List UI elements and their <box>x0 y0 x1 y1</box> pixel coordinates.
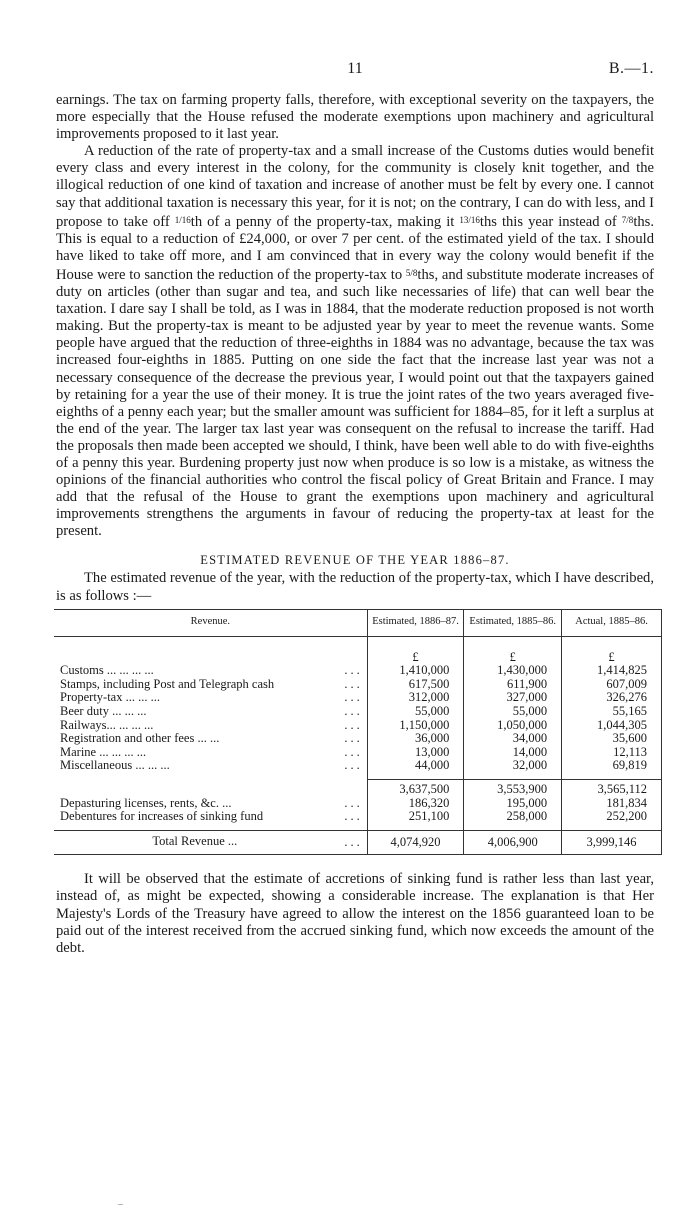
fraction-five-eighths: 5/8 <box>405 267 418 278</box>
table-row <box>54 705 662 719</box>
value-actual-1885-86: 35,600 <box>562 732 662 746</box>
row-label: Registration and other fees ... ... <box>60 731 220 746</box>
header-estimated-1885-86: Estimated, 1885–86. <box>464 609 562 636</box>
value-est-1886-87: 36,000 <box>367 732 464 746</box>
row-label: Debentures for increases of sinking fund <box>60 809 264 824</box>
header-actual-1885-86: Actual, 1885–86. <box>562 609 662 636</box>
subtotal-actual-1885-86: 3,565,112 <box>562 779 662 796</box>
value-est-1885-86: 34,000 <box>464 732 562 746</box>
section-title: ESTIMATED REVENUE OF THE YEAR 1886–87. <box>200 553 510 568</box>
value-actual-1885-86: 252,200 <box>562 810 662 824</box>
document-reference: B.—1. <box>608 60 654 77</box>
paragraph-text: A reduction of the rate of property-tax and a small increase of the Customs duties would benefit every class and every interest in the colony, for the community is closely knit together, and the illogical reduction of one kind of taxation and increase of another must be felt by every one. I cannot say that additional taxation is necessary this year, for it is not; on the contrary, I can do with less, and I propose to take off <box>56 143 654 230</box>
leader-dots: ... <box>344 744 363 759</box>
leader-dots: ... <box>344 676 363 691</box>
revenue-table <box>54 609 662 856</box>
value-est-1886-87: 13,000 <box>367 746 464 760</box>
subtotal-est-1886-87: 3,637,500 <box>367 779 464 796</box>
total-label: Total Revenue ... <box>54 830 336 855</box>
value-est-1886-87: 1,150,000 <box>367 719 464 733</box>
value-est-1885-86: 258,000 <box>464 810 562 824</box>
currency-symbol: £ <box>464 636 562 664</box>
paragraph-intro-table: The estimated revenue of the year, with the reduction of the property-tax, which I have described, is as follows :— <box>56 570 654 604</box>
paragraph-sinking-fund: It will be observed that the estimate of accretions of sinking fund is rather less than last year, instead of, as might be expected, showing a considerable increase. The explanation is that Her Majesty's Lords of the Treasury have agreed to allow the interest on the 1856 guaranteed loan to be paid out of the interest received from the accrued sinking fund, which now exceeds the amount of the debt. <box>56 871 654 956</box>
currency-row <box>54 636 662 664</box>
leader-dots: ... <box>344 704 363 718</box>
total-actual-1885-86: 3,999,146 <box>562 830 662 855</box>
value-est-1886-87: 1,410,000 <box>367 664 464 678</box>
value-actual-1885-86: 12,113 <box>562 746 662 760</box>
value-est-1885-86: 611,900 <box>464 678 562 692</box>
row-label: Depasturing licenses, rents, &c. ... <box>60 795 232 810</box>
paragraph-text: ths, and substitute moderate increases of duty on articles (other than sugar and tea, and such like necessaries of life) that can well bear the taxation. I dare say I shall be told, as I was in 1884, that the moderate reduction proposed is not worth making. But the property-tax is meant to be adjusted year by year to meet the revenue wants. Some people have argued that the reduction of three-eighths in 1884 was no advantage, because the tax was increased four-eighths in 1885. Putting on one side the fact that the increase last year was not a necessary consequence of the decrease the previous year, I would point out that the taxpayers gained by retaining for a year the use of their money. It is true the joint rates of the two years averaged five-eighths of a penny each year; but the smaller amount was sufficient for 1884–85, for it left a surplus at the end of the year. The larger tax last year was consequent on the refusal to increase the tariff. Had the proposals then made been accepted we should, I think, have been well able to do with five-eighths of a penny this year. Burdening property just now when produce is so low is a mistake, as witness the opinions of the financial authorities who control the fiscal policy of Great Britain and France. I may add that the refusal of the House to grant the exemptions upon machinery and agricultural improvements strengthens the arguments in favour of reducing the property-tax at least for the present. <box>56 266 654 540</box>
value-est-1885-86: 14,000 <box>464 746 562 760</box>
value-actual-1885-86: 55,165 <box>562 705 662 719</box>
currency-symbol: £ <box>562 636 662 664</box>
value-est-1886-87: 312,000 <box>367 691 464 705</box>
leader-dots: ... <box>336 830 368 855</box>
document-page <box>56 0 654 957</box>
value-est-1885-86: 195,000 <box>464 797 562 811</box>
row-label: Miscellaneous ... ... ... <box>60 758 170 773</box>
paragraph-earnings: earnings. The tax on farming property falls, therefore, with exceptional severity on the taxpayers, the more especially that the House refused the moderate exemptions upon machinery and agricultural improvements proposed to it last year. <box>56 92 654 143</box>
value-actual-1885-86: 1,044,305 <box>562 719 662 733</box>
table-row <box>54 678 662 692</box>
table-row <box>54 810 662 824</box>
page-number: 11 <box>347 60 363 77</box>
total-est-1886-87: 4,074,920 <box>367 830 464 855</box>
leader-dots: ... <box>344 758 363 773</box>
value-est-1886-87: 55,000 <box>367 705 464 719</box>
value-est-1885-86: 1,430,000 <box>464 664 562 678</box>
leader-dots: ... <box>344 731 363 746</box>
paragraph-text: ths. This is equal to a reduction of £24,000, or over 7 per cent. of the estimated yield of the tax. I should have liked to take off more, and I am convinced that in every way the colony would benefit if the House were to sanction the reduction of the property-tax to <box>56 213 654 283</box>
row-label: Customs ... ... ... ... <box>60 663 154 678</box>
subtotal-est-1885-86: 3,553,900 <box>464 779 562 796</box>
fraction-one-sixteenth: 1/16 <box>174 214 191 225</box>
total-est-1885-86: 4,006,900 <box>464 830 562 855</box>
value-est-1885-86: 1,050,000 <box>464 719 562 733</box>
table-header-row <box>54 609 662 636</box>
value-est-1886-87: 251,100 <box>367 810 464 824</box>
subtotal-row <box>54 779 662 796</box>
value-actual-1885-86: 181,834 <box>562 797 662 811</box>
header-estimated-1886-87: Estimated, 1886–87. <box>367 609 464 636</box>
value-actual-1885-86: 326,276 <box>562 691 662 705</box>
footer-mark: – <box>118 1199 123 1210</box>
total-row <box>54 830 662 855</box>
page-header <box>56 0 654 92</box>
leader-dots: ... <box>344 809 363 824</box>
value-est-1885-86: 327,000 <box>464 691 562 705</box>
row-label: Property-tax ... ... ... <box>60 690 160 705</box>
fraction-thirteen-sixteenths: 13/16 <box>459 214 480 225</box>
table-row <box>54 664 662 678</box>
value-est-1886-87: 44,000 <box>367 759 464 773</box>
value-est-1886-87: 186,320 <box>367 797 464 811</box>
paragraph-text: ths this year instead of <box>479 213 622 230</box>
table-row <box>54 732 662 746</box>
row-label: Marine ... ... ... ... <box>60 744 147 759</box>
leader-dots: ... <box>344 690 363 705</box>
table-row <box>54 691 662 705</box>
leader-dots: ... <box>344 717 363 732</box>
value-actual-1885-86: 607,009 <box>562 678 662 692</box>
value-actual-1885-86: 1,414,825 <box>562 664 662 678</box>
leader-dots: ... <box>344 663 363 678</box>
table-row <box>54 719 662 733</box>
value-est-1885-86: 55,000 <box>464 705 562 719</box>
fraction-seven-eighths: 7/8 <box>621 214 634 225</box>
row-label: Stamps, including Post and Telegraph cash <box>60 676 275 691</box>
value-actual-1885-86: 69,819 <box>562 759 662 773</box>
table-row <box>54 797 662 811</box>
paragraph-text: th of a penny of the property-tax, making it <box>190 213 460 230</box>
row-label: Beer duty ... ... ... <box>60 704 147 718</box>
leader-dots: ... <box>344 795 363 810</box>
value-est-1886-87: 617,500 <box>367 678 464 692</box>
paragraph-property-tax <box>56 143 654 540</box>
value-est-1885-86: 32,000 <box>464 759 562 773</box>
currency-symbol: £ <box>367 636 464 664</box>
table-row <box>54 759 662 773</box>
row-label: Railways... ... ... ... <box>60 717 154 732</box>
table-row <box>54 746 662 760</box>
header-revenue: Revenue. <box>54 609 367 636</box>
